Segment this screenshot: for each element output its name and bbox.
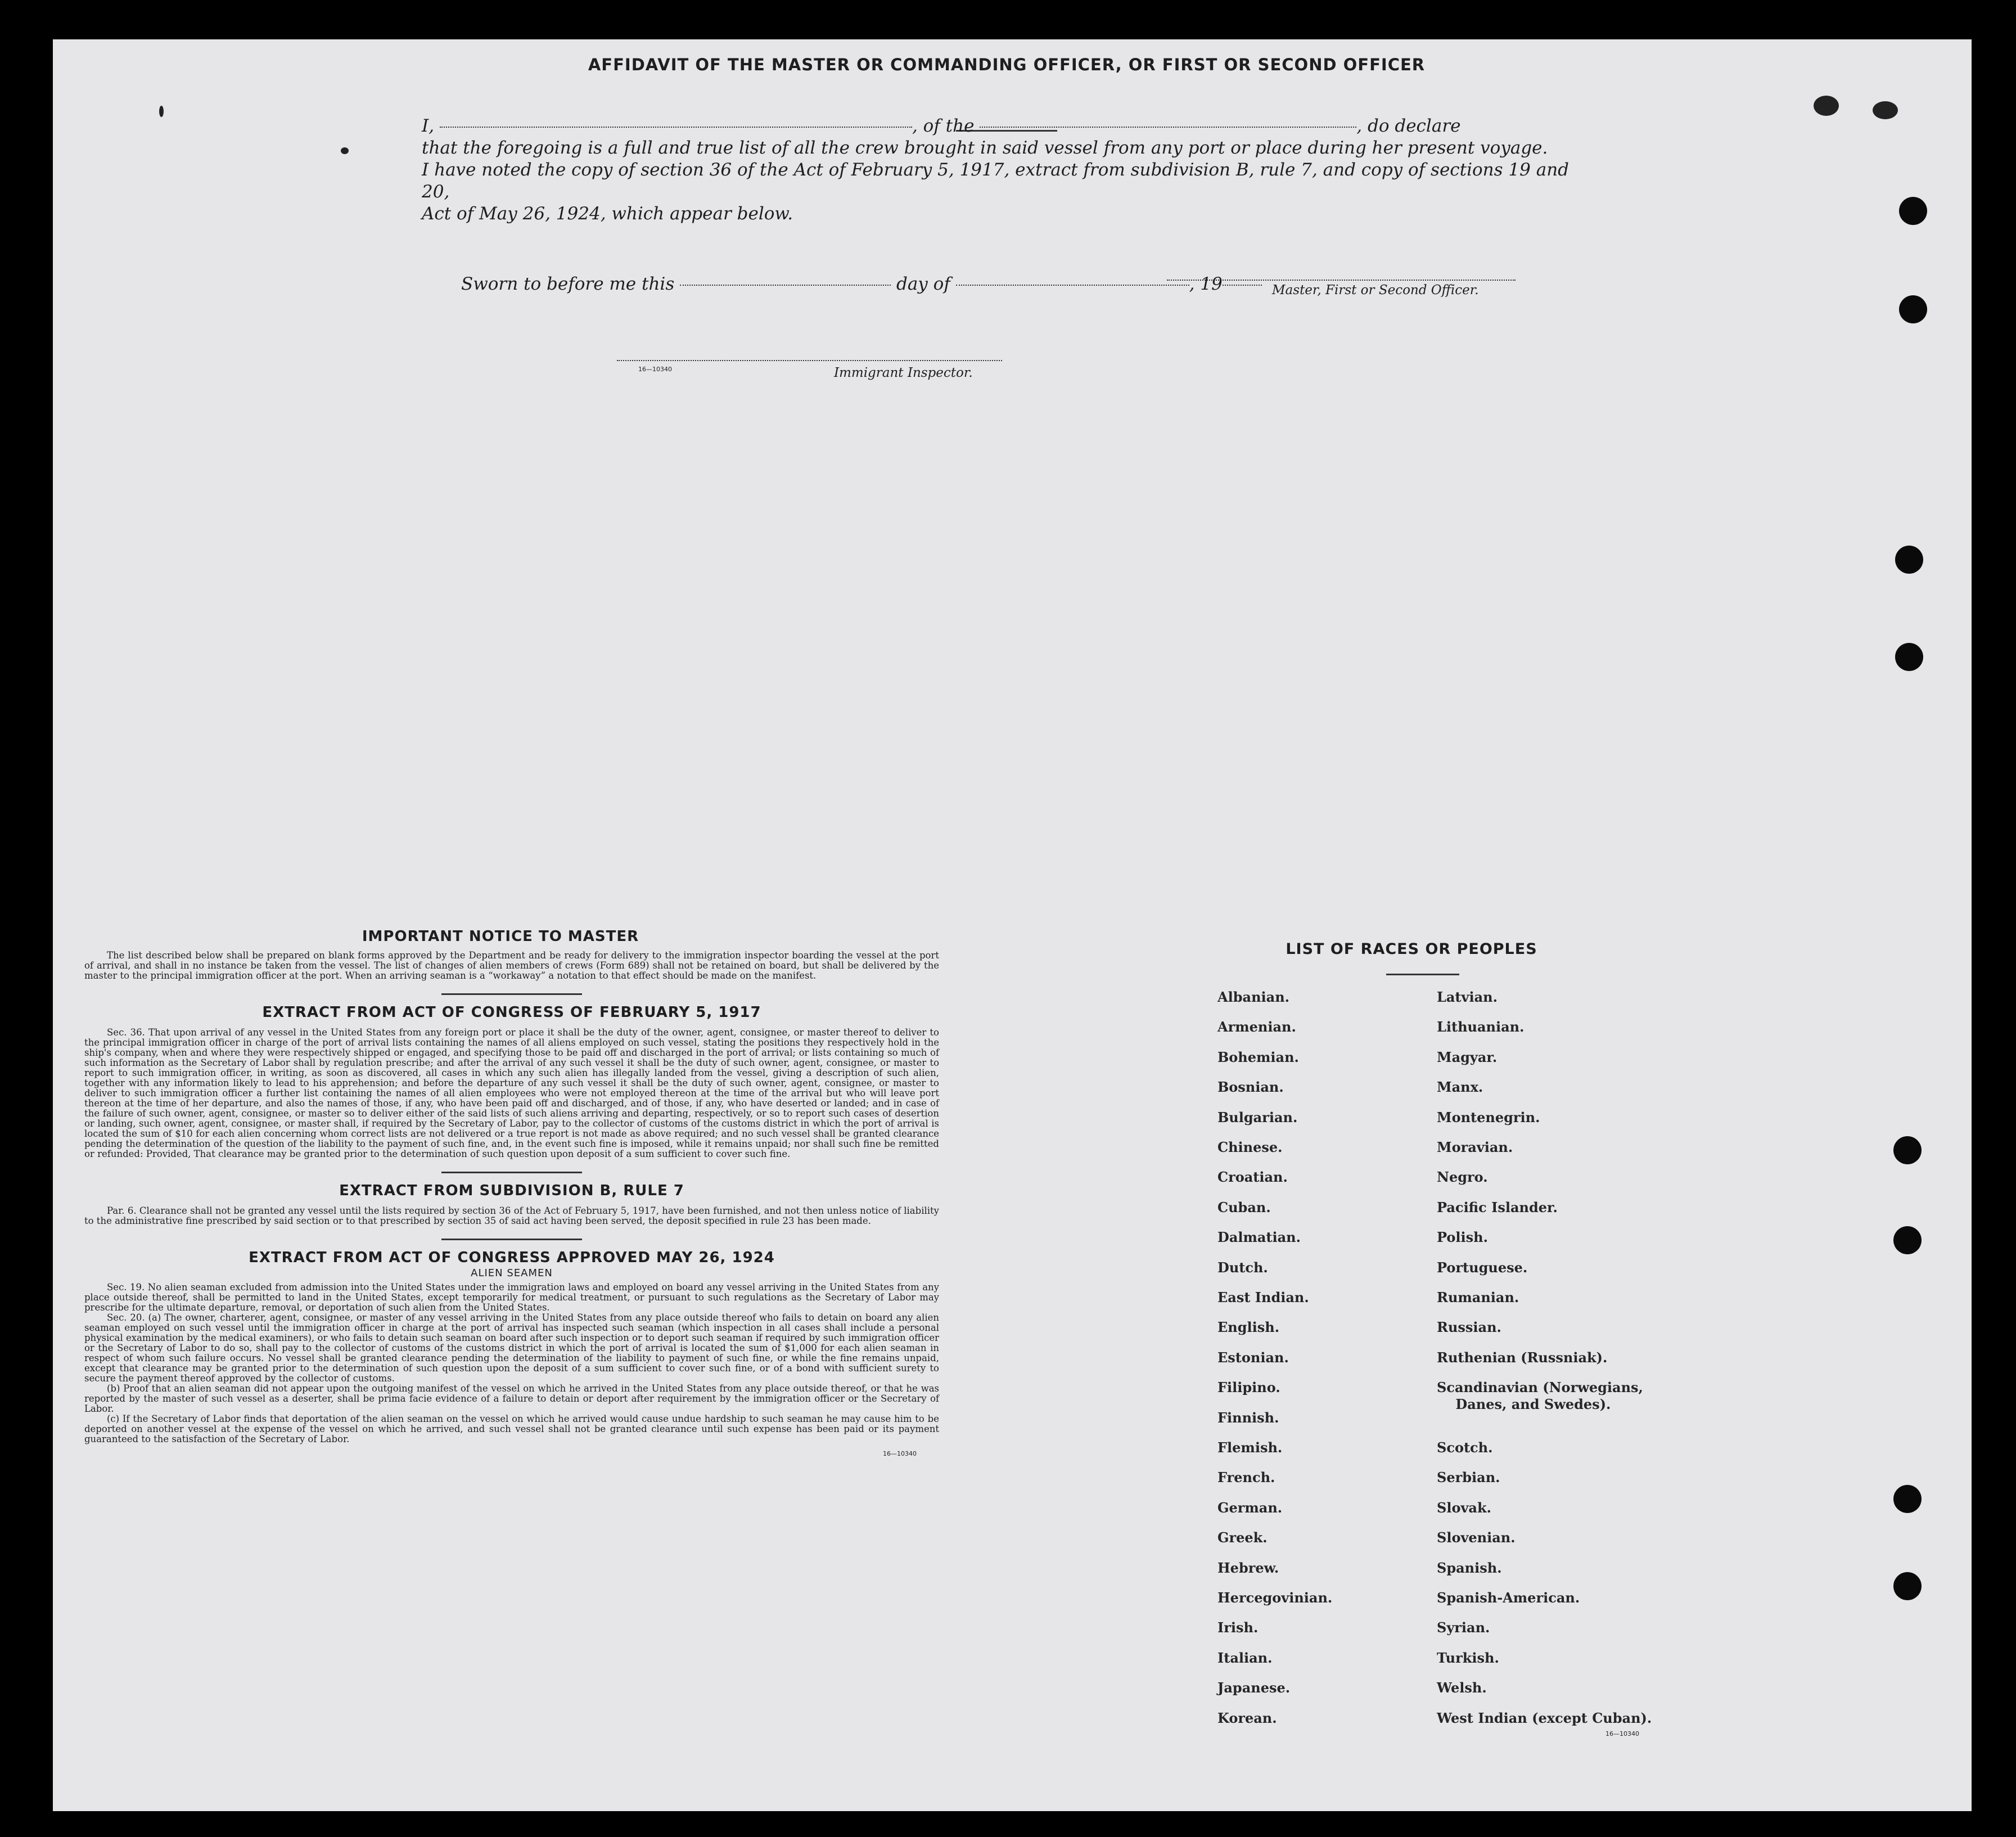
section-divider	[441, 1172, 582, 1173]
inspector-signature-label: Immigrant Inspector.	[834, 366, 973, 380]
extract-1924-title: EXTRACT FROM ACT OF CONGRESS APPROVED MAY 26, 1924	[249, 1249, 775, 1266]
declaration-i-label: I,	[422, 116, 435, 136]
race-item: Pacific Islander.	[1437, 1199, 1558, 1215]
declaration-line-3: I have noted the copy of section 36 of the Act of February 5, 1917, extract from subdivision B, rule 7, and copy of sections 19 and 20,	[422, 160, 1569, 202]
extract-1917-text: Sec. 36. That upon arrival of any vessel in the United States from any foreign port or place it shall be the duty of the owner, agent, consignee, or master thereof to deliver to the principal immigration officer in charge of the port of arrival lists containing the names of all aliens employed on such vessel, stating the positions they respectively hold in the ship's company, when and where they were respectively shipped or engaged, and specifying those to be paid off and discharged in the port of arrival; or lists containing so much of such information as the Secretary of Labor shall by regulation prescribe; and after the arrival of any such vessel it shall be the duty of such owner, agent, consignee, or master to report to such immigration officer, in writing, as soon as discovered, all cases in which any such alien has illegally landed from the vessel, giving a description of such alien, together with any information likely to lead to his apprehension; and before the departure of any such vessel it shall be the duty of such owner, agent, consignee, or master to deliver to such immigration officer a further list containing the names of all alien employees who were not employed thereon at the time of the arrival but who will leave port thereon at the time of her departure, and also the names of those, if any, who have been paid off and discharged, and of those, if any, who have deserted or landed; and in case of the failure of such owner, agent, consignee, or master so to deliver either of the said lists of such aliens arriving and departing, respectively, or so to report such cases of desertion or landing, such owner, agent, consignee, or master shall, if required by the Secretary of Labor, pay to the collector of customs of the customs district in which the port of arrival is located the sum of $10 for each alien concerning whom correct lists are not delivered or a true report is not made as above required; and no such vessel shall be granted clearance pending the determination of the question of the liability to the payment of such fine, and, in the event such fine is imposed, while it remains unpaid; nor shall such fine be remitted or refunded: Provided, That clearance may be granted prior to the determination of such question upon deposit of a sum sufficient to cover such fine.	[84, 1027, 939, 1159]
race-item: Cuban.	[1217, 1199, 1271, 1215]
race-item: Finnish.	[1217, 1409, 1279, 1426]
race-item: Rumanian.	[1437, 1289, 1519, 1305]
race-item: Dutch.	[1217, 1259, 1268, 1276]
binder-hole	[1893, 1485, 1922, 1513]
sworn-day-field[interactable]	[680, 284, 891, 286]
race-item: Spanish.	[1437, 1559, 1502, 1576]
race-item: Flemish.	[1217, 1439, 1283, 1456]
sec-20b-text: (b) Proof that an alien seaman did not appear upon the outgoing manifest of the vessel on which he arrived in the United States from any place outside thereof, or that he was reported by the master of such vessel as a deserter, shall be prima facie evidence of a failure to detain or deport after requirement by the immigration officer or the Secretary of Labor.	[84, 1383, 939, 1414]
race-item: Armenian.	[1217, 1019, 1296, 1035]
race-item: Latvian.	[1437, 989, 1498, 1005]
extract-rule7-text: Par. 6. Clearance shall not be granted any vessel until the lists required by section 36 of the Act of February 5, 1917, have been furnished, and not then unless notice of liability to the administrative fine prescribed by said section or to that prescribed by section 35 of said act having been served, the deposit specified in rule 23 has been made.	[84, 1205, 939, 1226]
race-item: Portuguese.	[1437, 1259, 1528, 1276]
sworn-label: Sworn to before me this	[461, 274, 675, 294]
races-title: LIST OF RACES OR PEOPLES	[1286, 940, 1537, 958]
race-item: Estonian.	[1217, 1349, 1289, 1366]
race-item: Greek.	[1217, 1529, 1268, 1546]
race-item: Serbian.	[1437, 1469, 1500, 1486]
form-number: 16—10340	[638, 366, 672, 373]
race-item: Chinese.	[1217, 1139, 1283, 1155]
race-item: Scotch.	[1437, 1439, 1493, 1456]
section-divider	[441, 1239, 582, 1240]
race-item: Irish.	[1217, 1619, 1259, 1636]
day-of-label: day of	[896, 274, 950, 294]
race-item: Bulgarian.	[1217, 1109, 1298, 1125]
race-item: Filipino.	[1217, 1379, 1280, 1396]
race-item: Magyar.	[1437, 1048, 1498, 1065]
race-item: Hebrew.	[1217, 1559, 1279, 1576]
race-item: Negro.	[1437, 1169, 1488, 1186]
race-item: Croatian.	[1217, 1169, 1288, 1186]
sec-20c-text: (c) If the Secretary of Labor finds that deportation of the alien seaman on the vessel on which he arrived would cause undue hardship to such seaman he may cause him to be deported on another vessel at the expense of the vessel on which he arrived, and such vessel shall not be granted clearance until such expense has been paid or its payment guaranteed to the satisfaction of the Secretary of Labor.	[84, 1413, 939, 1444]
name-field[interactable]	[440, 126, 912, 128]
do-declare-label: , do declare	[1356, 116, 1461, 136]
race-item: English.	[1217, 1319, 1280, 1336]
race-item: Hercegovinian.	[1217, 1590, 1333, 1606]
race-item: Slovenian.	[1437, 1529, 1516, 1546]
inspector-signature-line[interactable]	[617, 360, 1002, 361]
race-item: Russian.	[1437, 1319, 1501, 1336]
race-item: Welsh.	[1437, 1680, 1487, 1696]
race-item: Japanese.	[1217, 1680, 1291, 1696]
sworn-month-field[interactable]	[956, 284, 1189, 286]
race-item: Turkish.	[1437, 1649, 1499, 1666]
races-divider	[1386, 974, 1459, 975]
legal-notices	[84, 928, 939, 1457]
form-number: 16—10340	[883, 1450, 917, 1457]
race-item: German.	[1217, 1499, 1283, 1516]
vessel-field[interactable]	[980, 126, 1356, 128]
binder-hole	[1895, 643, 1923, 671]
race-item: Spanish-American.	[1437, 1590, 1580, 1606]
ink-speck	[341, 147, 349, 154]
declaration-line-1	[422, 115, 1575, 137]
section-divider	[441, 993, 582, 995]
race-item: Albanian.	[1217, 989, 1289, 1005]
alien-seamen-subtitle: ALIEN SEAMEN	[471, 1267, 553, 1279]
sworn-line	[461, 274, 1262, 294]
race-item: Italian.	[1217, 1649, 1273, 1666]
race-item: Syrian.	[1437, 1619, 1490, 1636]
race-item: Bohemian.	[1217, 1048, 1299, 1065]
ink-speck	[1814, 96, 1839, 116]
race-item: Scandinavian (Norwegians, Danes, and Swedes).	[1437, 1379, 1643, 1413]
race-item: Moravian.	[1437, 1139, 1513, 1155]
binder-hole	[1893, 1136, 1922, 1164]
race-item: Dalmatian.	[1217, 1229, 1301, 1246]
year-label: , 19	[1189, 274, 1223, 294]
sec-19-text: Sec. 19. No alien seaman excluded from admission into the United States under the immigration laws and employed on board any vessel arriving in the United States from any place outside thereof, shall be permitted to land in the United States, except temporarily for medical treatment, or pursuant to such regulations as the Secretary of Labor may prescribe for the ultimate departure, removal, or deportation of such alien from the United States.	[84, 1282, 939, 1313]
notice-text: The list described below shall be prepared on blank forms approved by the Department and be ready for delivery to the immigration inspector boarding the vessel at the port of arrival, and shall in no instance be taken from the vessel. The list of changes of alien members of crews (Form 689) shall not be retained on board, but shall be delivered by the master to the principal immigration officer at the port. When an arriving seaman is a “workaway” a notation to that effect should be made on the manifest.	[84, 950, 939, 981]
race-item: Manx.	[1437, 1079, 1483, 1096]
notice-title: IMPORTANT NOTICE TO MASTER	[362, 928, 639, 945]
race-item: Polish.	[1437, 1229, 1488, 1246]
binder-hole	[1895, 546, 1923, 574]
form-number: 16—10340	[1605, 1730, 1639, 1737]
race-item: Lithuanian.	[1437, 1019, 1525, 1035]
binder-hole	[1893, 1226, 1922, 1254]
binder-hole	[1899, 295, 1927, 323]
declaration-line-4: Act of May 26, 1924, which appear below.	[422, 204, 793, 224]
binder-hole	[1893, 1572, 1922, 1600]
ink-speck	[1873, 101, 1898, 119]
master-signature-label: Master, First or Second Officer.	[1272, 283, 1479, 298]
race-item: French.	[1217, 1469, 1275, 1486]
form-page	[53, 39, 1972, 1811]
race-item: Ruthenian (Russniak).	[1437, 1349, 1608, 1366]
declaration-text	[422, 115, 1575, 225]
race-item: Montenegrin.	[1437, 1109, 1540, 1125]
race-item: Korean.	[1217, 1709, 1277, 1726]
of-the-label: , of the	[912, 116, 975, 136]
race-item: East Indian.	[1217, 1289, 1309, 1305]
race-item: West Indian (except Cuban).	[1437, 1709, 1652, 1726]
sworn-year-field[interactable]	[1223, 284, 1262, 286]
sec-20a-text: Sec. 20. (a) The owner, charterer, agent, consignee, or master of any vessel arriving in the United States from any place outside thereof who fails to detain on board any alien seaman employed on such vessel until the immigration officer in charge at the port of arrival has inspected such seaman (which inspection in all cases shall include a personal physical examination by the medical examiners), or who fails to detain such seaman on board after such inspection or to deport such seaman if required by such immigration officer or the Secretary of Labor to do so, shall pay to the collector of customs of the customs district in which the port of arrival is located the sum of $1,000 for each alien seaman in respect of whom such failure occurs. No vessel shall be granted clearance pending the determination of the liability to payment of such fine, or while the fine remains unpaid, except that clearance may be granted prior to the determination of such question upon the deposit of a sum sufficient to cover such fine, or of a bond with sufficient surety to secure the payment thereof approved by the collector of customs.	[84, 1312, 939, 1384]
declaration-line-2: that the foregoing is a full and true list of all the crew brought in said vessel from any port or place during her present voyage.	[422, 138, 1548, 158]
binder-hole	[1899, 197, 1927, 225]
race-item: Bosnian.	[1217, 1079, 1284, 1096]
extract-rule7-title: EXTRACT FROM SUBDIVISION B, RULE 7	[339, 1182, 684, 1199]
race-item: Slovak.	[1437, 1499, 1491, 1516]
extract-1917-title: EXTRACT FROM ACT OF CONGRESS OF FEBRUARY 5, 1917	[262, 1004, 761, 1021]
ink-speck	[159, 106, 164, 117]
affidavit-title: AFFIDAVIT OF THE MASTER OR COMMANDING OFFICER, OR FIRST OR SECOND OFFICER	[588, 55, 1426, 74]
